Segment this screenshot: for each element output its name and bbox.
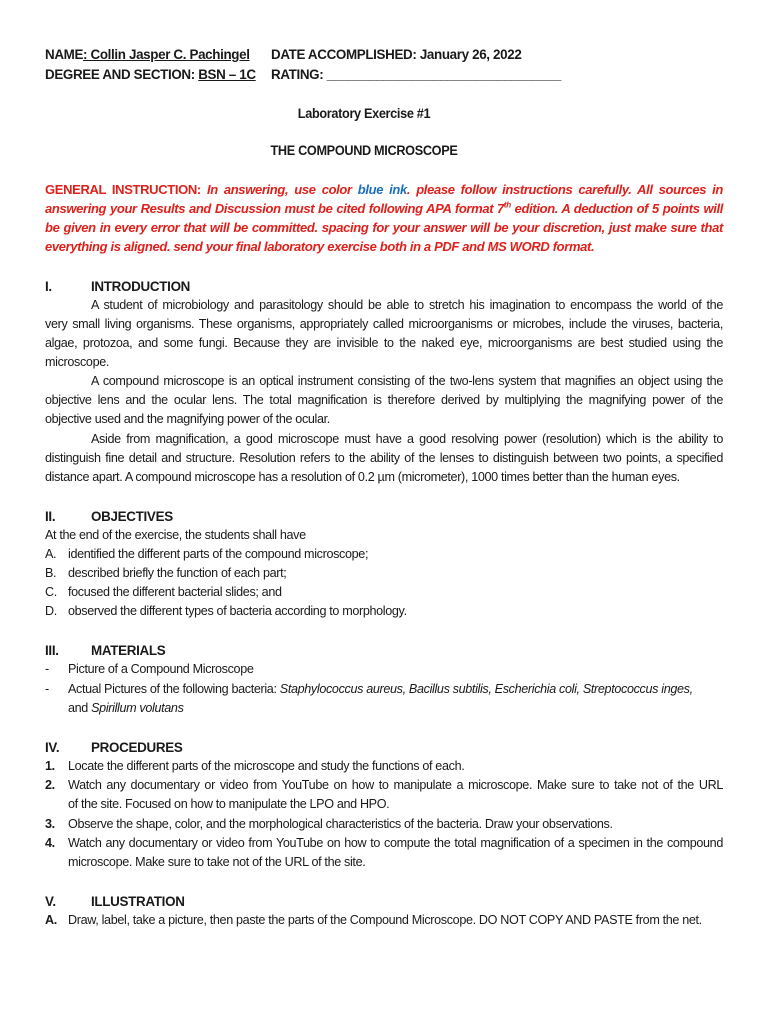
procedures-number: IV. xyxy=(45,740,60,755)
degree-value: BSN – 1C xyxy=(198,67,256,82)
procedure-number: 3. xyxy=(45,817,55,831)
objective-text: observed the different types of bacteria according to morphology. xyxy=(68,604,407,618)
instruction-lead: GENERAL INSTRUCTION: xyxy=(45,182,207,197)
intro-number: I. xyxy=(45,279,52,294)
materials-item-2-lead: Actual Pictures of the following bacteria: xyxy=(68,682,280,696)
intro-p3-line2: distinguish fine detail and structure. Resolution refers to the ability of the lenses to distinguish between two points, a specified xyxy=(45,451,723,465)
rating-line: RATING: _________________________________ xyxy=(271,67,561,82)
objective-letter: C. xyxy=(45,585,57,599)
instruction-part1: In answering, use color xyxy=(206,182,358,197)
date-accomplished: DATE ACCOMPLISHED: January 26, 2022 xyxy=(271,47,522,62)
intro-p1-line1: A student of microbiology and parasitology should be able to stretch his imagination to encompass the world of the xyxy=(91,298,723,312)
intro-heading: INTRODUCTION xyxy=(91,279,191,294)
procedure-number: 1. xyxy=(45,759,55,773)
intro-p2-line2: objective lens and the ocular lens. The total magnification is therefore derived by multiplying the magnifying power of the xyxy=(45,393,723,407)
intro-p3-line1: Aside from magnification, a good microscope must have a good resolving power (resolution) which is the ability to xyxy=(91,432,723,446)
procedure-text: Watch any documentary or video from YouTube on how to compute the total magnification of a specimen in the compound xyxy=(68,836,723,850)
illustration-text: Draw, label, take a picture, then paste the parts of the Compound Microscope. DO NOT COPY AND PASTE from the net. xyxy=(68,913,702,927)
procedures-heading: PROCEDURES xyxy=(91,740,183,755)
objective-text: described briefly the function of each part; xyxy=(68,566,287,580)
instruction-line-2 xyxy=(45,201,723,216)
intro-p2-line1: A compound microscope is an optical instrument consisting of the two-lens system that magnifies an object using the xyxy=(91,374,723,388)
degree-label: DEGREE AND SECTION: xyxy=(45,67,199,82)
instruction-line-1 xyxy=(45,182,723,197)
intro-p3-line3: distance apart. A compound microscope has a resolution of 0.2 µm (micrometer), 1000 times better than the human eyes. xyxy=(45,470,680,484)
degree-line xyxy=(45,67,256,82)
intro-p1-line3: algae, protozoa, and some fungi. Because they are invisible to the naked eye, microorganisms are best studied using the xyxy=(45,336,723,350)
procedure-text: Observe the shape, color, and the morphological characteristics of the bacteria. Draw your observations. xyxy=(68,817,613,831)
materials-number: III. xyxy=(45,643,59,658)
name-value: : Collin Jasper C. Pachingel xyxy=(83,47,250,62)
objective-letter: D. xyxy=(45,604,57,618)
exercise-title: Laboratory Exercise #1 xyxy=(297,106,431,121)
illustration-letter: A. xyxy=(45,913,57,927)
materials-item-2 xyxy=(68,682,723,696)
objective-letter: A. xyxy=(45,547,57,561)
objectives-number: II. xyxy=(45,509,56,524)
illustration-number: V. xyxy=(45,894,56,909)
procedure-number: 2. xyxy=(45,778,55,792)
materials-and: and xyxy=(68,701,92,715)
blue-ink-text: blue ink xyxy=(357,182,407,197)
procedure-text: Watch any documentary or video from YouTube on how to manipulate a microscope. Make sure to take not of the URL xyxy=(68,778,723,792)
instruction-line-4: everything is aligned. send your final laboratory exercise both in a PDF and MS WORD format. xyxy=(45,239,595,254)
objectives-lead: At the end of the exercise, the students shall have xyxy=(45,528,306,542)
instruction-sup: th xyxy=(503,200,511,210)
materials-bullet: - xyxy=(45,662,49,676)
instruction-line2-b: edition. A deduction of 5 points will xyxy=(510,201,724,216)
materials-item-2-cont xyxy=(68,701,708,715)
page-title: THE COMPOUND MICROSCOPE xyxy=(270,143,458,158)
materials-heading: MATERIALS xyxy=(91,643,166,658)
name-label: NAME xyxy=(45,47,84,62)
materials-bacteria-list: Staphylococcus aureus, Bacillus subtilis, Escherichia coli, Streptococcus inges, xyxy=(279,682,693,696)
procedure-text: Locate the different parts of the microscope and study the functions of each. xyxy=(68,759,465,773)
procedure-text-cont: of the site. Focused on how to manipulate the LPO and HPO. xyxy=(68,797,390,811)
objective-text: focused the different bacterial slides; and xyxy=(68,585,282,599)
illustration-heading: ILLUSTRATION xyxy=(91,894,185,909)
materials-spirillum: Spirillum volutans xyxy=(91,701,184,715)
objective-text: identified the different parts of the compound microscope; xyxy=(68,547,369,561)
materials-item-1: Picture of a Compound Microscope xyxy=(68,662,254,676)
intro-p2-line3: objective used and the magnifying power of the ocular. xyxy=(45,412,330,426)
objective-letter: B. xyxy=(45,566,57,580)
procedure-text-cont: microscope. Make sure to take not of the URL of the site. xyxy=(68,855,366,869)
materials-bullet: - xyxy=(45,682,49,696)
intro-p1-line2: very small living organisms. These organisms, appropriately called microorganisms or microbes, include the viruses, bacteria, xyxy=(45,317,723,331)
procedure-number: 4. xyxy=(45,836,55,850)
instruction-line1-rest: . please follow instructions carefully. All sources in xyxy=(406,182,723,197)
name-line xyxy=(45,47,250,62)
instruction-line2-a: answering your Results and Discussion must be cited following APA format 7 xyxy=(45,201,504,216)
intro-p1-line4: microscope. xyxy=(45,355,110,369)
instruction-line-3: be given in every error that will be committed. spacing for your answer will be your discretion, just make sure that xyxy=(45,220,723,235)
objectives-heading: OBJECTIVES xyxy=(91,509,173,524)
